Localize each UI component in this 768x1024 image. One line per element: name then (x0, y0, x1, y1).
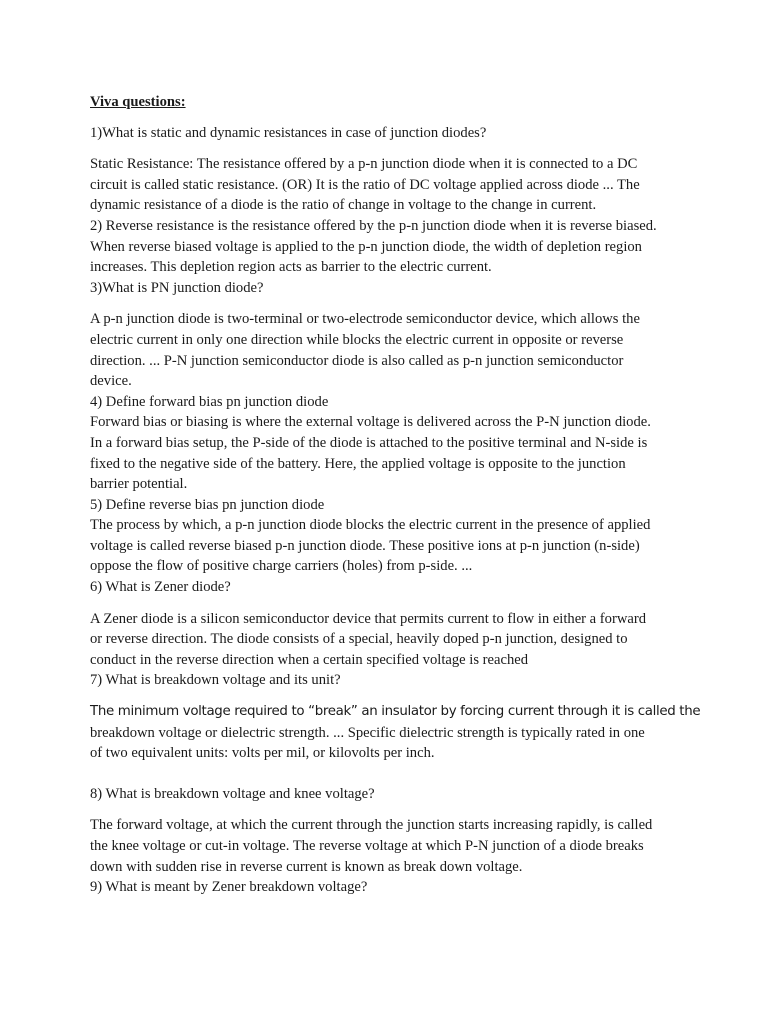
text-line: Static Resistance: The resistance offered by a p-n junction diode when it is connected to a DC (90, 156, 638, 173)
text-line: or reverse direction. The diode consists of a special, heavily doped p-n junction, designed to (90, 631, 628, 648)
text-line: Forward bias or biasing is where the external voltage is delivered across the P-N junction diode. (90, 414, 651, 431)
text-line: of two equivalent units: volts per mil, or kilovolts per inch. (90, 745, 435, 762)
text-line: 9) What is meant by Zener breakdown voltage? (90, 879, 368, 896)
text-line: direction. ... P-N junction semiconductor diode is also called as p-n junction semiconductor (90, 352, 624, 369)
text-line: The process by which, a p-n junction diode blocks the electric current in the presence of applied (90, 517, 651, 534)
answer-6-block (90, 609, 680, 691)
text-line: barrier potential. (90, 476, 188, 493)
text-line: dynamic resistance of a diode is the ratio of change in voltage to the change in current. (90, 197, 597, 214)
text-line: oppose the flow of positive charge carriers (holes) from p-side. ... (90, 558, 473, 575)
page-title: Viva questions: (90, 94, 186, 110)
answer-8-block (90, 815, 680, 897)
text-line: A Zener diode is a silicon semiconductor device that permits current to flow in either a forward (90, 610, 647, 627)
text-line: fixed to the negative side of the battery. Here, the applied voltage is opposite to the junction (90, 455, 626, 472)
text-line: 4) Define forward bias pn junction diode (90, 393, 329, 410)
text-line: circuit is called static resistance. (OR) It is the ratio of DC voltage applied across diode ... The (90, 176, 640, 193)
text-line: 7) What is breakdown voltage and its unit? (90, 672, 341, 689)
text-line: 3)What is PN junction diode? (90, 279, 264, 296)
text-line: In a forward bias setup, the P-side of the diode is attached to the positive terminal and N-side is (90, 434, 648, 451)
text-line: A p-n junction diode is two-terminal or two-electrode semiconductor device, which allows the (90, 311, 640, 328)
document-page (90, 92, 701, 908)
text-line: device. (90, 373, 132, 390)
text-line: 2) Reverse resistance is the resistance offered by the p-n junction diode when it is reverse biased. (90, 217, 657, 234)
answer-3-block (90, 309, 680, 597)
text-line: voltage is called reverse biased p-n junction diode. These positive ions at p-n junction (n-side) (90, 537, 640, 554)
question-1: 1)What is static and dynamic resistances in case of junction diodes? (90, 124, 487, 141)
text-line: The forward voltage, at which the current through the junction starts increasing rapidly, is called (90, 817, 653, 834)
text-line: electric current in only one direction while blocks the electric current in opposite or reverse (90, 331, 624, 348)
text-line: conduct in the reverse direction when a certain specified voltage is reached (90, 651, 529, 668)
text-line: 6) What is Zener diode? (90, 579, 231, 596)
text-line: breakdown voltage or dielectric strength. ... Specific dielectric strength is typically rated in one (90, 724, 645, 741)
text-line: the knee voltage or cut-in voltage. The reverse voltage at which P-N junction of a diode breaks (90, 838, 644, 854)
text-line: The minimum voltage required to “break” an insulator by forcing current through it is called the (90, 704, 701, 720)
text-line: down with sudden rise in reverse current is known as break down voltage. (90, 858, 523, 875)
text-line: increases. This depletion region acts as barrier to the electric current. (90, 259, 492, 276)
answer-1-block (90, 154, 680, 298)
text-line: 5) Define reverse bias pn junction diode (90, 496, 325, 513)
question-8: 8) What is breakdown voltage and knee voltage? (90, 785, 375, 802)
answer-7-block (90, 702, 701, 764)
text-line: When reverse biased voltage is applied to the p-n junction diode, the width of depletion region (90, 238, 642, 255)
